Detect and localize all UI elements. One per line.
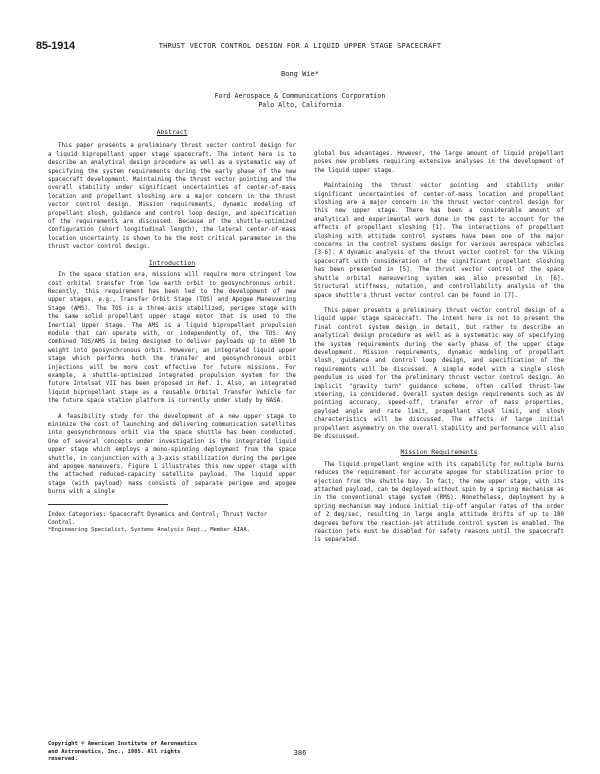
page-number: 386	[293, 749, 307, 757]
right-paragraph-1: global bus advantages. However, the large amount of liquid propellant poses new problems requiring extensive analyses in the development of the liquid upper stage.	[314, 151, 564, 174]
copyright-notice: Copyright © American Institute of Aeronautics and Astronautics, Inc., 1985. All rights reserved.	[48, 741, 198, 763]
right-column	[314, 150, 564, 552]
affiliation-org: Ford Aerospace & Communications Corporation	[214, 92, 386, 100]
right-paragraph-3: This paper presents a preliminary thrust vector control design of a liquid upper stage spacecraft. The intent here is not to present the final control system design in detail, but rather to describe an analytical design procedure as well as a systematic way of specifying the system requirements during the early phase of the upper stage development. Mission requirements, dynamic modeling of propellant slosh, guidance and control loop design, and specification of the requirements will be discussed. A simple model with a single slosh pendulum is used for the preliminary thrust vector control design. An implicit "gravity turn" guidance scheme, often called thrust-law steering, is considered. Overall system design requirements such as ΔV pointing accuracy, speed-off, transfer error of mass properties, payload angle and rate limit, propellant slosh limit, and slosh characteristics will be discussed. The effects of large initial propellant asymmetry on the overall stability and performance will also be discussed.	[314, 307, 564, 440]
mission-paragraph: The liquid propellant engine with its capability for multiple burns reduces the requirement for accurate apogee for stabilization prior to ejection from the shuttle bay. In fact, the new upper stage, with its attached payload, can be deployed without spin by a spring mechanism as in the conventional stage system (RMS). Nonetheless, deployment by a spring mechanism may induce initial tip-off angular rates of the order of 2 deg/sec, resulting in large angle attitude drifts of up to 180 degrees before the reaction-jet attitude control system is enabled. The reaction jets must be disabled for safety reasons until the spacecraft is separated.	[314, 461, 564, 544]
author-footnote: *Engineering Specialist, Systems Analysis Dept., Member AIAA.	[48, 526, 250, 533]
paper-id: 85-1914	[36, 40, 75, 52]
abstract-heading: Abstract	[156, 128, 188, 136]
intro-paragraph-2: A feasibility study for the development of a new upper stage to minimize the cost of launching and delivering communication satellites into geosynchronous orbit via the space shuttle has been conducted. One of several concepts under investigation is the integrated liquid upper stage which employs a mono-spinning deployment from the space shuttle, in conjunction with a 3-axis stabilization during the perigee and apogee maneuvers. Figure 1 illustrates this new upper stage with the attached reduced-capacity satellite payload. The liquid upper stage (with payload) mass consists of separate perigee and apogee burns with a single	[48, 413, 296, 496]
intro-paragraph-1: In the space station era, missions will require more stringent low cost orbital transfer from low earth orbit to geosynchronous orbit. Recently, this requirement has been led to the development of new upper stages, e.g., Transfer Orbit Stage (TOS) and Apogee Maneuvering Stage (AMS). The TOS is a three-axis stabilized, perigee stage with the same solid propellant upper stage motor that is used to the Inertial Upper Stage. The AMS is a liquid bipropellant propulsion module that can operate with, or independently of, the TOS. Any combined TOS/AMS is being designed to deliver payloads up to 6500 lb weight into geosynchronous orbit. However, an integrated liquid upper stage which performs both the transfer and geosynchronous orbit injections will be more cost effective for future missions. For example, a shuttle-optimized integrated propulsion system for the future Intelsat VII has been proposed in Ref. 1. Also, an integrated liquid bipropellant stage as a reusable Orbital Transfer Vehicle for the future space station platform is currently under study by NASA.	[48, 272, 296, 405]
author: Bong Wie*	[281, 70, 319, 78]
right-paragraph-2: Maintaining the thrust vector pointing and stability under significant uncertainties of center-of-mass location and propellant sloshing are a major concern in the thrust vector control design for this new upper stage. There has been a considerable amount of analytical and experimental work done in the past to account for the effects of propellant sloshing [1]. The interactions of propellant sloshing with attitude control systems have been one of the major concerns in the control systems design for various aerospace vehicles [3-6]. A dynamic analysis of the thrust vector control for the Viking spacecraft with consideration of the significant propellant sloshing has been presented in [5]. The thrust vector control of the space shuttle orbital maneuvering system was also presented in [6]. Structural stiffness, nutation, and controllability analysis of the space shuttle's thrust vector control can be found in [7].	[314, 183, 564, 299]
paper-title: THRUST VECTOR CONTROL DESIGN FOR A LIQUID UPPER STAGE SPACECRAFT	[158, 42, 442, 50]
mission-requirements-heading: Mission Requirements	[400, 448, 478, 457]
index-terms: Index Categories: Spacecraft Dynamics and Control; Thrust Vector Control.	[48, 511, 268, 526]
affiliation-location: Palo Alto, California	[258, 101, 342, 109]
abstract-text: This paper presents a preliminary thrust vector control design for a liquid bipropellant upper stage spacecraft. The intent here is to describe an analytical design procedure as well as a systematic way of specifying the system requirements during the early phase of the new spacecraft development. Maintaining the thrust vector pointing and the overall stability under significant uncertainties of center-of-mass location and propellant sloshing are a major concern in the thrust vector control design. Mission requirements, dynamic modeling of propellant slosh, guidance and control loop design, and specification of the requirements are discussed. Because of the shuttle-optimized configuration (short longitudinal length), the lateral center-of-mass location uncertainty is shown to be the most critical parameter in the thrust vector control design.	[48, 143, 296, 251]
introduction-heading: Introduction	[148, 258, 196, 267]
affiliation	[0, 92, 600, 110]
footnote-rule	[48, 504, 168, 505]
left-column	[48, 128, 296, 538]
